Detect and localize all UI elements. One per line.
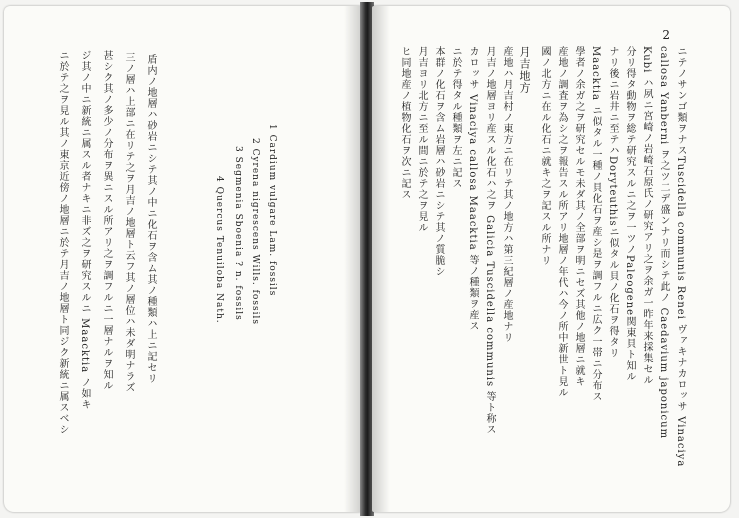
species-list-item-2: 2 Cyrena nigrescens Wills. fossils [250,138,260,325]
species-list-item-4: 4 Quercus Tenuiloba Nath. [214,176,224,324]
right-page [372,6,730,512]
right-text-column-12: カロッサ Vinaciya callosa Maacktia 等ノ種類ヲ産ス [467,46,478,332]
page-number: 2 [662,28,670,42]
left-text-column-2: 三ノ層ハ上部ニ在リテ之ヲ月吉ノ地層ト云フ其ノ層位ハ未ダ明ナラズ [123,52,134,393]
left-text-column-1: 盾内ノ地層ハ砂岩ニシテ其ノ中ニ化石ヲ含ム其ノ種類ハ上ニ記セリ [145,54,156,384]
right-text-column-14: 本群ノ化石ヲ含ム岩層ハ砂岩ニシテ其ノ質脆シ [433,46,444,277]
right-text-column-10: 産地ハ月吉村ノ東方ニ在リテ其ノ地方ハ第三紀層ノ産地ナリ [501,46,512,343]
right-text-column-16: ヒ同地産ノ植物化石ヲ次ニ記ス [399,46,410,200]
right-text-column-5: ナリ後ニ岩井ニ至テハDoryteuthisニ似タル貝ノ化石ヲ得タリ [607,46,618,359]
species-list-item-3: 3 Segmenia Sboenia ? n. fossils [233,146,243,321]
right-text-column-3: Kubi ハ夙ニ宮崎ノ岩崎石原氏ノ研究アリ之ヲ余ガ一昨年来採集セル [641,46,652,386]
right-text-column-2: callosa Yanberni ヲ之ツ二デ盛ンナリ而シテ此ノ Caedavium japonicum [658,46,669,440]
right-text-column-1: ニテノサンゴ類ヲナスTuscidella communis Renei ヴァキナカロッサ Vinaciya [675,46,686,468]
right-text-column-13: ニ於テ得タル種類ヲ左ニ記ス [450,46,461,189]
right-text-column-6: Maacktia ニ似タル一種ノ貝化石ヲ産シ是ヲ調フルニ広ク一帯ニ分布ス [590,46,601,403]
right-text-column-8: 産地ノ調査ヲ為シ之ヲ報告スル所アリ地層ノ年代ハ今ノ所中新世ト見ル [556,46,567,398]
right-text-column-11: 月吉ノ地層ヨリ産スル化石ハ之ヲ Galicia Tuscidella communis 等ト称ス [484,46,495,436]
right-text-column-9: 國ノ北方ニ在ル化石ニ就キ之ヲ記スル所ナリ [539,46,550,266]
right-text-column-15: 月吉ヨリ北方ニ至ル間ニ於テ之ヲ見ル [416,46,427,233]
left-text-column-4: ジ其ノ中ニ新統ニ属スル者ナキニ非ズ之ヲ研究スルニ Maacktia ノ如キ [79,50,90,411]
left-text-column-5: ニ於テ之ヲ見ル其ノ東京近傍ノ地層ニ於テ月吉ノ地層ト同ジク新統ニ属スベシ [57,50,68,435]
section-heading-tsukiyoshi: 月吉地方 [518,46,531,94]
species-list-item-1: 1 Cardium vulgare Lam. fossils [267,124,277,297]
right-page-fold-shadow [372,6,390,512]
right-text-column-7: 學者ノ余ガ之ヲ研究セルモ未ダ其ノ全部ヲ明ニセズ其他ノ地層ニ就キ [573,46,584,387]
left-text-column-3: 甚シク其ノ多少ノ分布ヲ異ニスル所アリ之ヲ調フルニ一層ナルヲ知ル [101,50,112,391]
left-page [4,6,362,512]
right-text-column-4: 分リ得タ動物ヲ総テ研究スルニ之ヲ一ツノPaleogene関東貝ト知ル [624,46,635,383]
